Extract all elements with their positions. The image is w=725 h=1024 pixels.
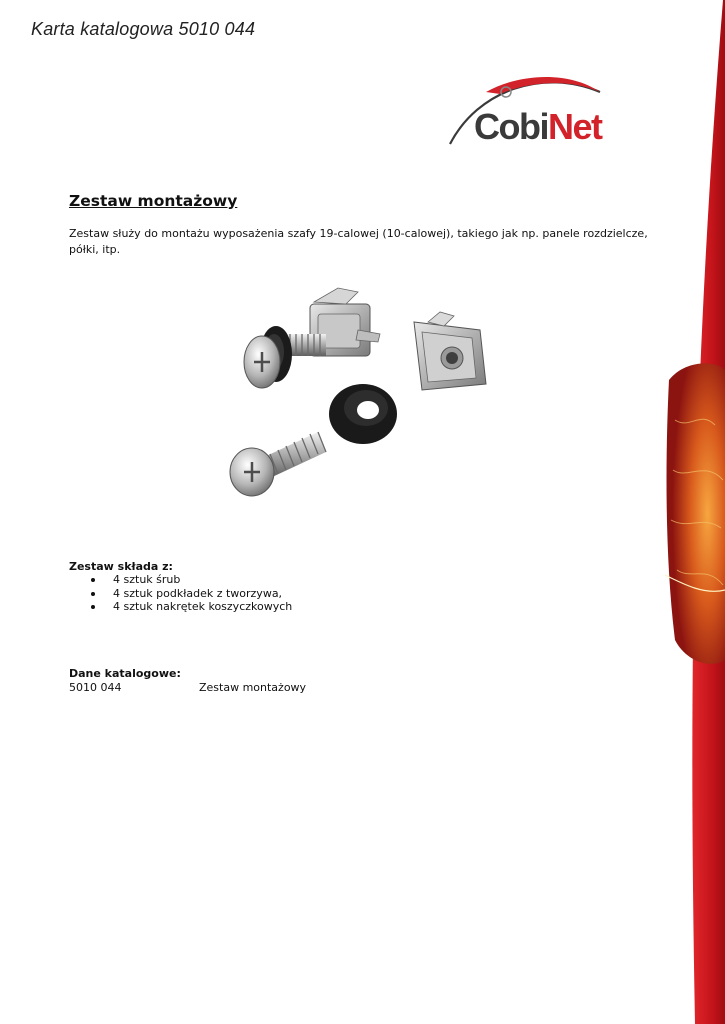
product-photo <box>218 282 508 514</box>
catalog-name: Zestaw montażowy <box>199 681 307 694</box>
catalog-heading: Dane katalogowe: <box>69 667 181 680</box>
screw-loose <box>230 432 326 496</box>
catalog-code: 5010 044 <box>69 681 122 694</box>
decorative-side-band <box>665 0 725 1024</box>
composition-heading: Zestaw składa z: <box>69 560 173 573</box>
cobinet-logo <box>448 70 610 152</box>
logo-text-net: Net <box>547 106 602 147</box>
composition-list <box>69 573 292 614</box>
logo-text <box>474 106 602 148</box>
product-title: Zestaw montażowy <box>69 192 238 210</box>
cage-nut-loose <box>414 312 486 390</box>
logo-text-cobi: Cobi <box>474 106 548 147</box>
plastic-washer-loose <box>329 384 397 444</box>
list-item: 4 sztuk podkładek z tworzywa, <box>69 587 292 601</box>
list-item: 4 sztuk śrub <box>69 573 292 587</box>
list-item: 4 sztuk nakrętek koszyczkowych <box>69 600 292 614</box>
screw-upper-head <box>244 336 280 388</box>
document-title: Karta katalogowa 5010 044 <box>31 19 256 39</box>
product-description: Zestaw służy do montażu wyposażenia szafy 19-calowej (10-calowej), takiego jak np. panele rozdzielcze, półki, itp. <box>69 227 648 256</box>
